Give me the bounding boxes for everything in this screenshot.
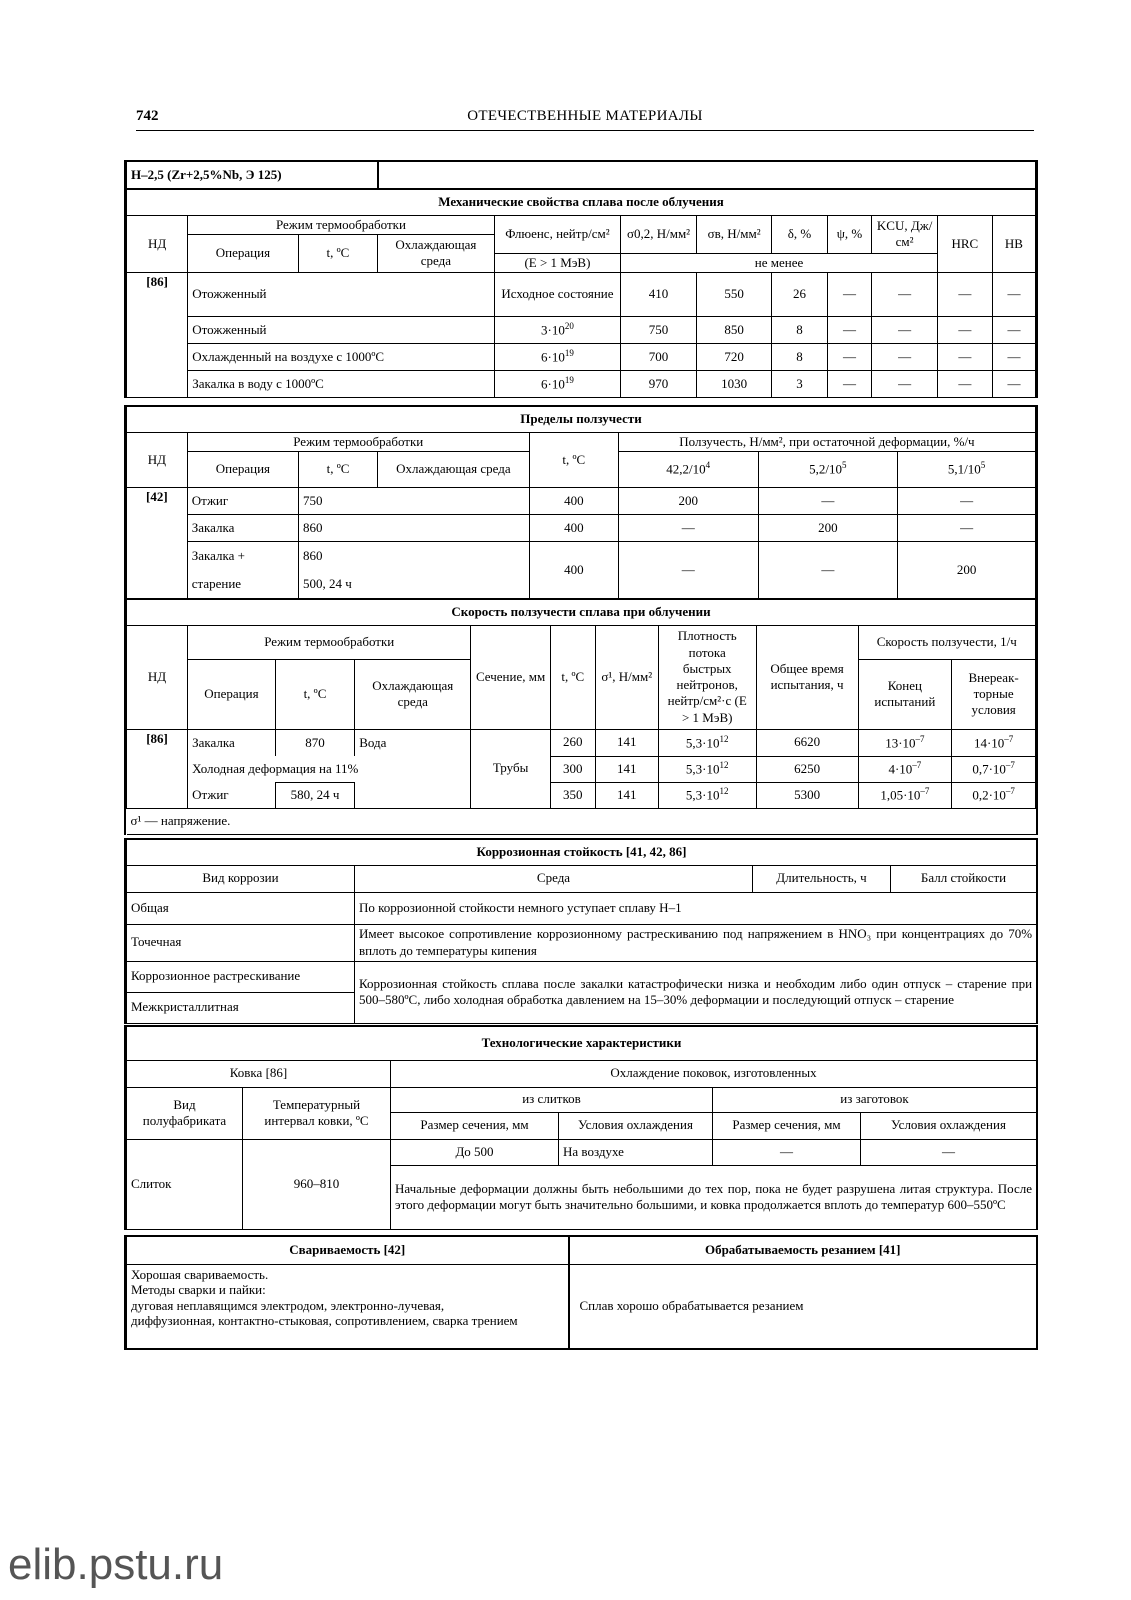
header-sigma02: σ0,2, Н/мм²	[621, 215, 697, 253]
header-nd: НД	[127, 215, 188, 273]
corrosion-section	[124, 838, 1038, 1024]
creep-limits-table: Пределы ползучести НД Режим термообработки t, ºС Ползучесть, Н/мм², при остаточной деформации, %/ч Операция t, ºС Охлаждающая среда $42,2/10^4$ $5,2/10^5$ $5,1/10^5$ [42] Отжиг 750 400 200 — — Закалка 860 400 — 200 — Закалка + 860 400 — — 200 старение 500, 24 ч	[126, 405, 1036, 599]
mechanical-properties-section	[124, 160, 1038, 398]
table-row: [42] Отжиг 750 400 200 — —	[127, 487, 1036, 514]
section-title: Скорость ползучести сплава при облучении	[127, 599, 1036, 625]
header-sigmab: σв, Н/мм²	[696, 215, 772, 253]
header-psi: ψ, %	[827, 215, 872, 253]
header-mode: Режим термообработки	[188, 215, 494, 234]
weld-machining-table	[126, 1235, 1037, 1348]
header-hb: HB	[992, 215, 1035, 273]
table-row: Отожженный $3\cdot 10^{20}$ 750 850 8 — — — —	[127, 317, 1036, 344]
machinability-title: Обрабатываемость резанием [41]	[569, 1236, 1037, 1264]
creep-irradiation-section	[124, 598, 1038, 835]
running-head: ОТЕЧЕСТВЕННЫЕ МАТЕРИАЛЫ	[467, 108, 703, 124]
table-row: Охлажденный на воздухе с 1000ºС $6\cdot 10^{19}$ 700 720 8 — — — —	[127, 344, 1036, 371]
header-kcu: KCU, Дж/см²	[872, 215, 937, 253]
header-delta: δ, %	[772, 215, 827, 253]
watermark: elib.pstu.ru	[8, 1540, 224, 1589]
header-hrc: HRC	[937, 215, 992, 273]
creep-irradiation-table: Скорость ползучести сплава при облучении НД Режим термообработки Сечение, мм t, ºС σ¹, Н/мм² Плотность потока быстрых нейтронов, нейтр/см²·с (Е > 1 МэВ) Общее время испытания, ч Скорость ползучести, 1/ч Операция t, ºС Охлаждающая среда Конец испытаний Внереак-торные условия [86] Закалка 870 Вода Трубы 260 141 $5,3\cdot 10^{12}$ 6620 $13\cdot 10^{-7}$ $14\cdot 10^{-7}$ Холодная деформация на 11% 300 141 $5,3\cdot 10^{12}$ 6250 $4\cdot 10^{-7}$ $0,7\cdot 10^{-7}$ Отжиг 580, 24 ч 350 141 $5,3\cdot 10^{12}$ 5300 $1,05\cdot 10^{-7}$ $0,2\cdot 10^{-7}$ σ¹ — напряжение.	[126, 598, 1036, 835]
table-row: Закалка 860 400 — 200 —	[127, 514, 1036, 541]
page-header	[136, 108, 1034, 131]
section-title: Технологические характеристики	[127, 1026, 1037, 1060]
table-row: Холодная деформация на 11% 300 141 $5,3\cdot 10^{12}$ 6250 $4\cdot 10^{-7}$ $0,7\cdot 10^{-7}$	[127, 756, 1036, 782]
header-flux-energy: (Е > 1 МэВ)	[494, 253, 621, 272]
table-row: [86] Отожженный Исходное состояние 410 550 26 — — — —	[127, 273, 1036, 317]
weld-machining-section	[124, 1235, 1038, 1350]
corrosion-table: Коррозионная стойкость [41, 42, 86] Вид коррозии Среда Длительность, ч Балл стойкости Общая По коррозионной стойкости немного уступает сплаву Н–1 Точечная Имеет высокое сопротивление коррозионному растрескиванию под напряжением в HNO₃ при концентрациях до 70% вплоть до температуры кипения Коррозионное растрескивание Коррозионная стойкость сплава после закалки катастрофически низка и необходим либо один отпуск – старение при 500–580ºС, либо холодная обработка давлением на 15–30% деформации и последующий отпуск – старение Межкристаллитная	[126, 838, 1037, 1024]
alloy-name: Н–2,5 (Zr+2,5%Nb, Э 125)	[127, 162, 378, 189]
header-min: не менее	[621, 253, 938, 272]
page-number: 742	[136, 108, 159, 124]
section-title: Пределы ползучести	[127, 406, 1036, 432]
mechanical-properties-table	[126, 162, 1036, 398]
technological-section	[124, 1025, 1038, 1230]
header-flux: Флюенс, нейтр/см²	[494, 215, 621, 253]
section-title: Механические свойства сплава после облучения	[127, 189, 1036, 215]
technological-table: Технологические характеристики Ковка [86] Охлаждение поковок, изготовленных Вид полуфабриката Температурный интервал ковки, ºС из слитков из заготовок Размер сечения, мм Условия охлаждения Размер сечения, мм Условия охлаждения Слиток 960–810 До 500 На воздухе — — Начальные деформации должны быть небольшими до тех пор, пока не будет разрушена литая структура. После этого деформации могут быть значительно большими, и ковка продолжается вплоть до температур 600–550ºС	[126, 1025, 1037, 1230]
table-row: [86] Закалка 870 Вода Трубы 260 141 $5,3\cdot 10^{12}$ 6620 $13\cdot 10^{-7}$ $14\cdot 10^{-7}$	[127, 729, 1036, 756]
header-temp: t, ºС	[298, 234, 378, 272]
header-cooling: Охлаждающая среда	[378, 234, 494, 272]
table-row: Закалка в воду с 1000ºС $6\cdot 10^{19}$ 970 1030 3 — — — —	[127, 371, 1036, 398]
footnote: σ¹ — напряжение.	[127, 808, 1036, 834]
ref: [86]	[127, 273, 188, 398]
table-row: Отжиг 580, 24 ч 350 141 $5,3\cdot 10^{12}$ 5300 $1,05\cdot 10^{-7}$ $0,2\cdot 10^{-7}$	[127, 782, 1036, 808]
header-operation: Операция	[188, 234, 298, 272]
weldability-title: Свариваемость [42]	[127, 1236, 569, 1264]
section-title: Коррозионная стойкость [41, 42, 86]	[127, 839, 1037, 865]
weldability-text: Хорошая свариваемость. Методы сварки и пайки: дуговая неплавящимся электродом, электронно-лучевая, диффузионная, контактно-стыковая, сопротивлением, сварка трением	[127, 1264, 569, 1348]
machinability-text: Сплав хорошо обрабатывается резанием	[569, 1264, 1037, 1348]
creep-limits-section	[124, 405, 1038, 599]
table-row: Закалка + 860 400 — — 200	[127, 541, 1036, 570]
